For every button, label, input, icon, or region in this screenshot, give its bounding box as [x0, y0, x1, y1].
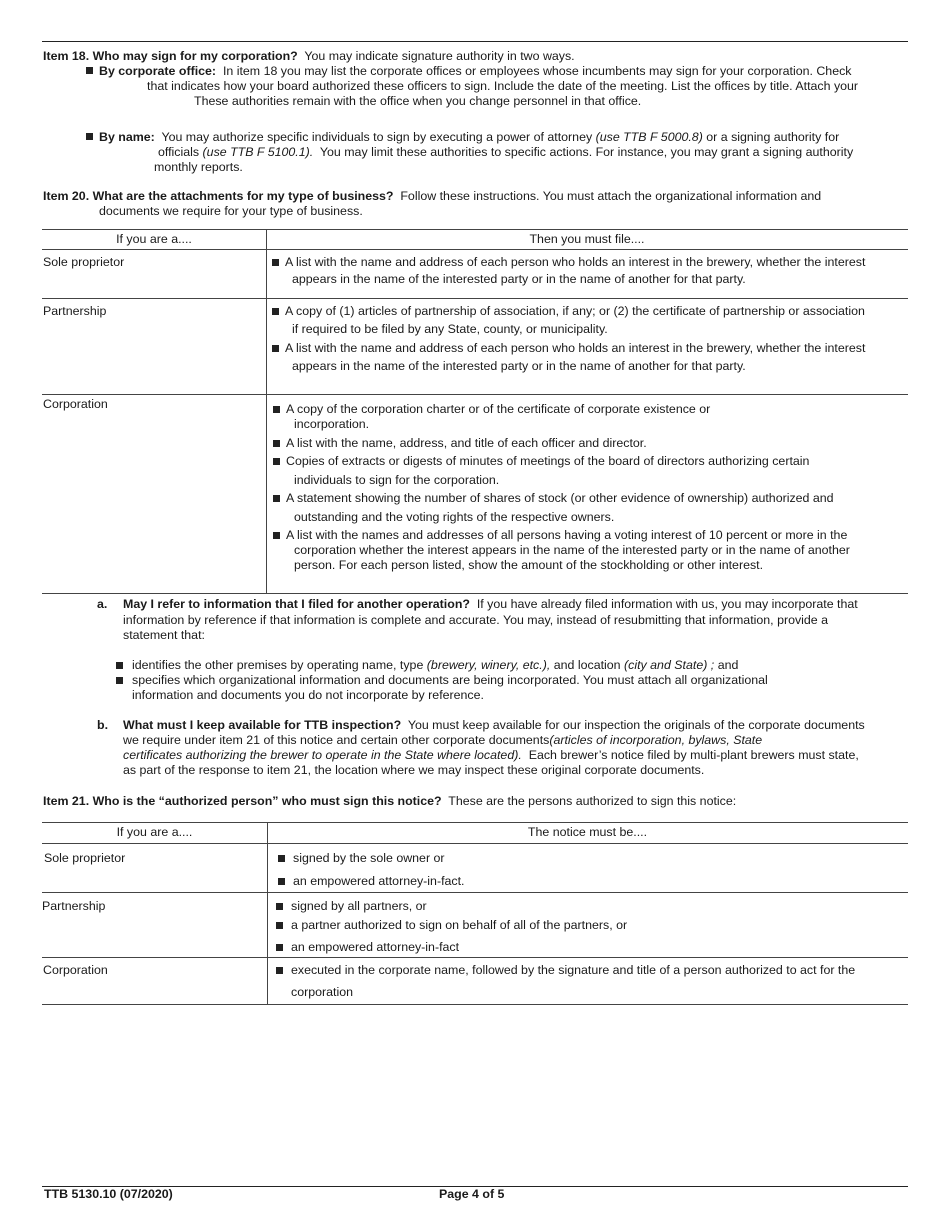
table-rule [42, 394, 908, 395]
square-bullet-icon [276, 903, 283, 910]
list-item [278, 851, 445, 866]
square-bullet-icon [273, 458, 280, 465]
by-name-text-3: monthly reports. [154, 160, 243, 174]
sub-item-b-text: You must keep available for our inspection the originals of the corporate documents [407, 718, 865, 732]
table-rule [42, 957, 908, 958]
table-rule [42, 1004, 908, 1005]
by-name-line2 [158, 145, 853, 160]
list-item-text: if required to be filed by any State, county, or municipality. [292, 322, 608, 336]
by-name-text-2a: officials [158, 145, 200, 159]
list-item-text: corporation [291, 985, 353, 999]
item21-heading: Item 21. Who is the “authorized person” who must sign this notice? [43, 794, 442, 808]
sub-item-a-label: a. [97, 597, 108, 611]
sub-item-b-line3 [123, 748, 859, 763]
list-item-text: individuals to sign for the corporation. [294, 473, 500, 487]
table-column-divider [266, 229, 267, 593]
table-column-divider [267, 822, 268, 1004]
text-fragment: and location [553, 658, 621, 672]
list-item-text: Copies of extracts or digests of minutes of meetings of the board of directors authorizing certain [286, 454, 810, 468]
list-item-text: A list with the name and address of each person who holds an interest in the brewery, whether the interest [285, 255, 866, 269]
by-name-text: You may authorize specific individuals to sign by executing a power of attorney [161, 130, 593, 144]
square-bullet-icon [272, 259, 279, 266]
square-bullet-icon [116, 677, 123, 684]
table-rule [42, 822, 908, 823]
list-item-text: appears in the name of the interested party or in the name of another for that party. [292, 359, 746, 373]
corp-office-text: In item 18 you may list the corporate offices or employees whose incumbents may sign for your corporation. Check [222, 64, 852, 78]
list-item-text: signed by the sole owner or [293, 851, 445, 865]
table-row-label: Partnership [42, 899, 106, 913]
text-fragment: and [717, 658, 739, 672]
text-fragment: Each brewer’s notice filed by multi-plant brewers must state, [528, 748, 859, 762]
item20-heading: Item 20. What are the attachments for my type of business? [43, 189, 394, 203]
corp-office-label: By corporate office: [99, 64, 217, 78]
form-id: TTB 5130.10 (07/2020) [44, 1187, 173, 1201]
item20-intro: Follow these instructions. You must attach the organizational information and [400, 189, 822, 203]
list-item [276, 899, 427, 914]
table-row-label: Sole proprietor [43, 255, 125, 269]
text-fragment: certificates authorizing the brewer to operate in the State where located). [123, 748, 522, 762]
sub-item-b-label: b. [97, 718, 109, 732]
item18-name-bullet [86, 130, 839, 145]
table-rule [42, 593, 908, 594]
list-item [272, 255, 865, 287]
sub-item-a-line1 [123, 597, 858, 612]
item21-intro: These are the persons authorized to sign this notice: [448, 794, 737, 808]
page-number: Page 4 of 5 [439, 1187, 505, 1201]
list-item-text: information and documents you do not incorporate by reference. [132, 688, 484, 702]
square-bullet-icon [272, 345, 279, 352]
square-bullet-icon [272, 308, 279, 315]
item18-heading: Item 18. Who may sign for my corporation? [43, 49, 298, 63]
list-item-text: an empowered attorney-in-fact [291, 940, 460, 954]
list-item-text: corporation whether the interest appears in the name of the interested party or in the name of another [294, 543, 850, 557]
table-rule [42, 298, 908, 299]
by-name-text-2b: You may limit these authorities to specific actions. For instance, you may grant a signing authority [319, 145, 854, 159]
square-bullet-icon [273, 440, 280, 447]
item18-intro: You may indicate signature authority in two ways. [304, 49, 575, 63]
item21-heading-line [43, 794, 736, 809]
sub-item-a-text-2: information by reference if that information is complete and accurate. You may, instead of resubmitting that information, provide a [123, 613, 829, 627]
square-bullet-icon [276, 967, 283, 974]
corp-office-text-2: that indicates how your board authorized these officers to sign. Include the date of the meeting. List the offices by title. Attach your [147, 79, 859, 93]
table-row-label: Sole proprietor [44, 851, 126, 865]
list-item [272, 304, 865, 337]
table-rule [42, 892, 908, 893]
list-item [276, 940, 459, 955]
item20-heading-line [43, 189, 821, 204]
by-name-text-b: or a signing authority for [706, 130, 840, 144]
square-bullet-icon [116, 662, 123, 669]
table-row-label: Corporation [43, 397, 108, 411]
text-fragment: identifies the other premises by operating name, type [132, 658, 424, 672]
square-bullet-icon [86, 133, 93, 140]
sub-item-b-text-4: as part of the response to item 21, the location where we may inspect these original corporate documents. [123, 763, 705, 777]
list-item-text [116, 658, 738, 673]
list-item [273, 528, 850, 573]
by-name-form-ref: (use TTB F 5000.8) [595, 130, 703, 144]
square-bullet-icon [273, 406, 280, 413]
item21-col2-header: The notice must be.... [527, 825, 648, 839]
list-item [116, 673, 768, 703]
table-rule [42, 229, 908, 230]
square-bullet-icon [278, 878, 285, 885]
list-item [273, 436, 647, 451]
list-item-text: a partner authorized to sign on behalf of all of the partners, or [291, 918, 628, 932]
list-item-text: person. For each person listed, show the amount of the stockholding or other interest. [294, 558, 764, 572]
square-bullet-icon [273, 532, 280, 539]
table-row-label: Partnership [43, 304, 107, 318]
list-item [273, 402, 710, 432]
list-item-text: specifies which organizational information and documents are being incorporated. You must attach all organizational [132, 673, 768, 687]
table-rule [42, 249, 908, 250]
square-bullet-icon [278, 855, 285, 862]
table-rule [42, 843, 908, 844]
list-item [278, 874, 465, 889]
list-item-text: A statement showing the number of shares of stock (or other evidence of ownership) authorized and [286, 491, 834, 505]
list-item-text: A list with the name and address of each person who holds an interest in the brewery, whether the interest [285, 341, 866, 355]
top-rule [42, 41, 908, 42]
text-fragment: (city and State) ; [624, 658, 715, 672]
list-item [273, 491, 834, 525]
list-item-text: incorporation. [294, 417, 370, 431]
by-name-label: By name: [99, 130, 155, 144]
list-item-text: signed by all partners, or [291, 899, 427, 913]
list-item [272, 341, 865, 374]
list-item-text: executed in the corporate name, followed by the signature and title of a person authorized to act for the [291, 963, 856, 977]
table-row-label: Corporation [43, 963, 108, 977]
list-item [273, 454, 809, 488]
list-item [116, 658, 738, 673]
square-bullet-icon [86, 67, 93, 74]
list-item [276, 918, 627, 933]
list-item-text: an empowered attorney-in-fact. [293, 874, 465, 888]
item20-col2-header: Then you must file.... [529, 232, 645, 246]
list-item-text: A list with the name, address, and title of each officer and director. [286, 436, 647, 450]
sub-item-b-line1 [123, 718, 865, 733]
item20-intro-2: documents we require for your type of business. [99, 204, 363, 218]
item18-heading-line [43, 49, 575, 64]
text-fragment: (brewery, winery, etc.), [426, 658, 551, 672]
square-bullet-icon [273, 495, 280, 502]
sub-item-a-text: If you have already filed information with us, you may incorporate that [476, 597, 858, 611]
sub-item-b-line2 [123, 733, 762, 748]
square-bullet-icon [276, 944, 283, 951]
corp-office-text-3: These authorities remain with the office when you change personnel in that office. [194, 94, 642, 108]
square-bullet-icon [276, 922, 283, 929]
sub-item-a-text-3: statement that: [123, 628, 205, 642]
text-fragment: (articles of incorporation, bylaws, State [549, 733, 763, 747]
list-item-text: appears in the name of the interested party or in the name of another for that party. [292, 272, 746, 286]
item18-corp-bullet [86, 64, 851, 79]
list-item-text: A copy of the corporation charter or of the certificate of corporate existence or [286, 402, 711, 416]
sub-item-b-heading: What must I keep available for TTB inspection? [123, 718, 402, 732]
list-item-text: A list with the names and addresses of all persons having a voting interest of 10 percent or more in the [286, 528, 848, 542]
item20-col1-header: If you are a.... [116, 232, 192, 246]
sub-item-a-heading: May I refer to information that I filed for another operation? [123, 597, 470, 611]
item21-col1-header: If you are a.... [116, 825, 193, 839]
text-fragment: we require under item 21 of this notice and certain other corporate documents [123, 733, 550, 747]
list-item [276, 963, 855, 1000]
list-item-text: outstanding and the voting rights of the respective owners. [294, 510, 615, 524]
by-name-form-ref-2: (use TTB F 5100.1). [202, 145, 314, 159]
list-item-text: A copy of (1) articles of partnership of association, if any; or (2) the certificate of partnership or association [285, 304, 865, 318]
